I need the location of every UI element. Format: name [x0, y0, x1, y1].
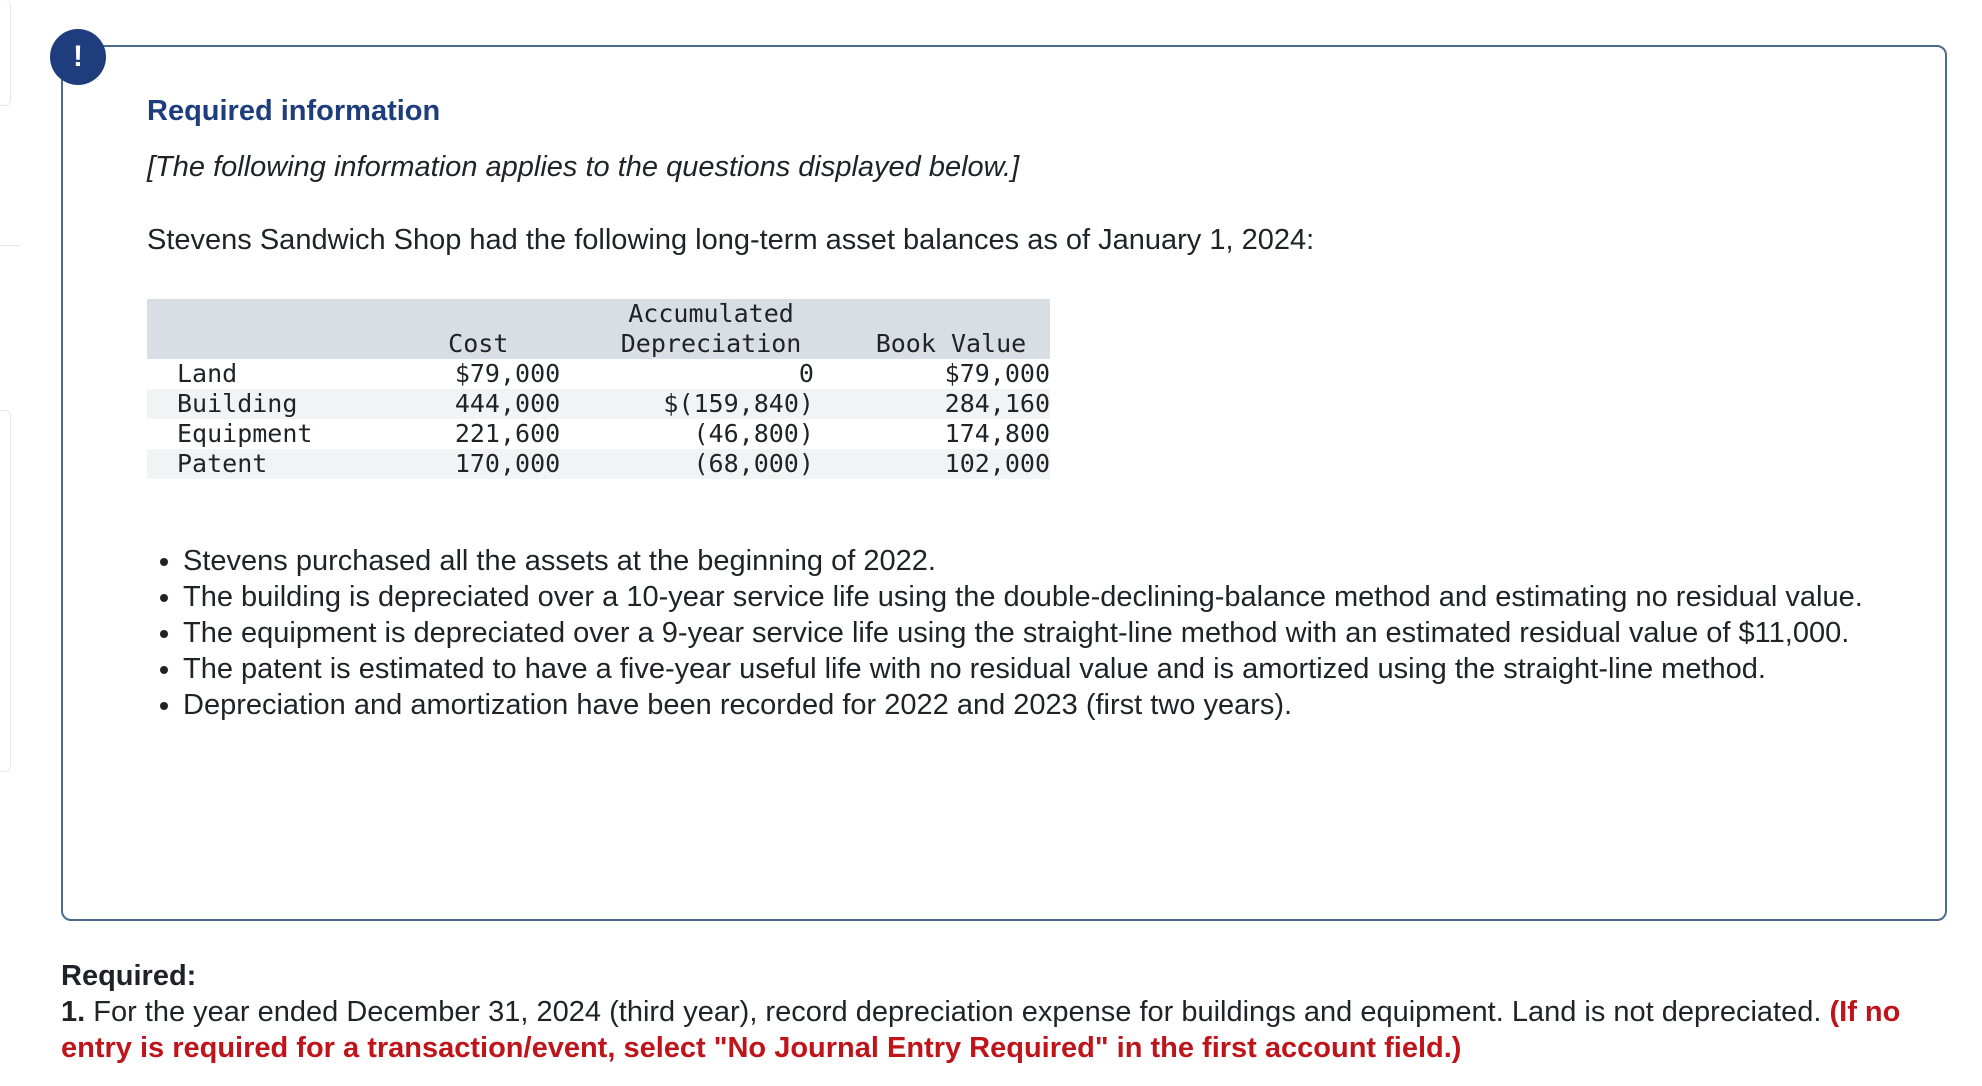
header-accumulated-depreciation — [560, 299, 814, 359]
asset-name: Patent — [177, 449, 268, 478]
header-accum-line1: Accumulated — [628, 299, 794, 328]
asset-book-value: 284,160 — [944, 389, 1050, 418]
asset-book-value: $79,000 — [944, 359, 1050, 388]
list-item: • The building is depreciated over a 10-year service life using the double-declining-balance method and estimating no residual value. — [183, 579, 1903, 615]
left-panel-divider — [0, 245, 20, 246]
required-section — [61, 958, 1921, 1066]
asset-book-value: 102,000 — [944, 449, 1050, 478]
table-row — [147, 359, 1050, 389]
alert-symbol: ! — [73, 40, 83, 73]
asset-name: Equipment — [177, 419, 313, 448]
header-book-value: Book Value — [875, 329, 1027, 358]
asset-name: Land — [177, 359, 238, 388]
table-row — [147, 449, 1050, 479]
asset-accum-depreciation: (68,000) — [693, 449, 814, 478]
alert-icon — [50, 29, 106, 85]
list-item: • Depreciation and amortization have been recorded for 2022 and 2023 (first two years). — [183, 687, 1903, 723]
intro-text: Stevens Sandwich Shop had the following long-term asset balances as of January 1, 2024: — [147, 224, 1315, 256]
table-header-row — [147, 299, 1050, 359]
list-item: • The patent is estimated to have a five-year useful life with no residual value and is amortized using the straight-line method. — [183, 651, 1903, 687]
header-accum-line2: Depreciation — [620, 329, 802, 358]
asset-balances-table — [147, 299, 1050, 479]
table-row — [147, 419, 1050, 449]
left-panel-edge-top — [0, 0, 11, 106]
requirement-text: For the year ended December 31, 2024 (third year), record depreciation expense for buildings and equipment. Land is not depreciated. — [93, 996, 1822, 1028]
asset-accum-depreciation: 0 — [798, 359, 814, 388]
asset-cost: 221,600 — [454, 419, 561, 448]
table-row — [147, 389, 1050, 419]
header-cost: Cost — [448, 329, 509, 358]
asset-book-value: 174,800 — [944, 419, 1050, 448]
left-panel-edge-bottom — [0, 410, 11, 772]
asset-accum-depreciation: $(159,840) — [663, 389, 814, 418]
header-asset — [147, 299, 378, 359]
list-item: • The equipment is depreciated over a 9-year service life using the straight-line method with an estimated residual value of $11,000. — [183, 615, 1903, 651]
requirement-number: 1. — [61, 996, 86, 1028]
required-heading: Required: — [61, 960, 197, 992]
asset-name: Building — [177, 389, 298, 418]
asset-cost: 444,000 — [454, 389, 561, 418]
applies-note: [The following information applies to the questions displayed below.] — [147, 151, 1020, 183]
facts-list — [147, 543, 1903, 723]
asset-cost: $79,000 — [454, 359, 561, 388]
list-item: • Stevens purchased all the assets at the beginning of 2022. — [183, 543, 1903, 579]
required-information-title: Required information — [147, 95, 441, 127]
requirement-instruction: (If no entry is required for a transaction/event, select "No Journal Entry Required" in the first account field.) — [61, 996, 1901, 1064]
asset-accum-depreciation: (46,800) — [693, 419, 814, 448]
asset-cost: 170,000 — [454, 449, 561, 478]
